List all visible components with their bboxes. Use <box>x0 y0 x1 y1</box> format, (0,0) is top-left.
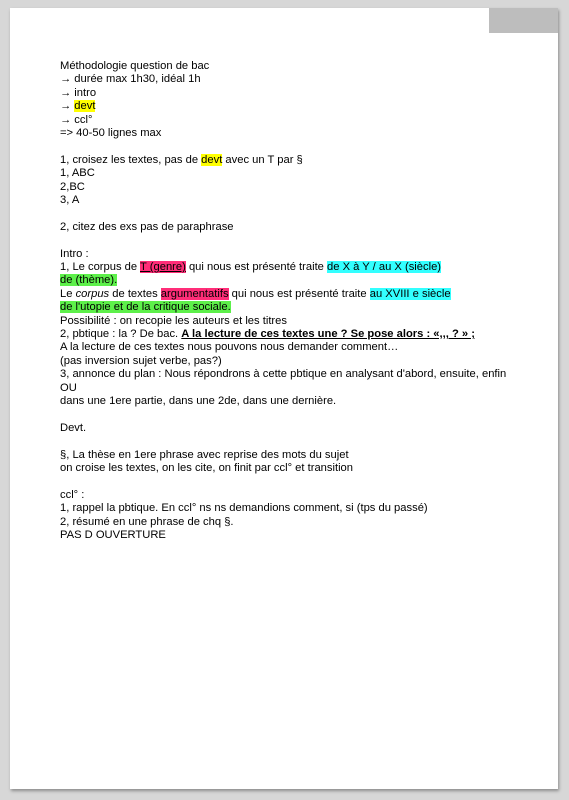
example-line-1 <box>60 288 530 301</box>
example-text-b: de textes <box>109 287 161 300</box>
rule-1-devt-highlight: devt <box>201 153 223 166</box>
rule-1-text-b: avec un T par § <box>222 153 303 166</box>
ccl-line-2: 2, résumé en une phrase de chq §. <box>60 515 234 528</box>
example-line-2 <box>60 301 530 314</box>
lines-max: => 40-50 lignes max <box>60 127 162 140</box>
intro-title: Intro : <box>60 247 89 260</box>
page-corner-tab <box>489 8 558 33</box>
argumentative-highlight: argumentatifs <box>160 287 229 300</box>
spacer <box>60 234 530 247</box>
example-century-highlight: au XVIII e siècle <box>369 287 451 300</box>
problem-alt-line: A la lecture de ces textes nous pouvons nous demander comment… <box>60 341 399 354</box>
problem-bold-underline: A la lecture de ces textes une ? Se pose alors : «,,, ? » ; <box>181 328 475 341</box>
plan-or: OU <box>60 381 77 394</box>
problem-text-a: 2, pbtique : la ? De bac. <box>60 328 182 341</box>
devt-highlight: devt <box>74 100 96 113</box>
spacer <box>60 409 530 422</box>
spacer <box>60 140 530 153</box>
spacer <box>60 207 530 220</box>
corpus-italic: corpus <box>75 287 110 300</box>
devt-step <box>60 100 530 113</box>
intro-line-1 <box>60 261 530 274</box>
problem-note-line: (pas inversion sujet verbe, pas?) <box>60 354 222 367</box>
rule-1-text-a: 1, croisez les textes, pas de <box>60 153 202 166</box>
example-text-a: Le <box>60 287 76 300</box>
devt-title: Devt. <box>60 421 87 434</box>
document-page <box>10 8 558 789</box>
example-text-c: qui nous est présenté traite <box>228 287 370 300</box>
thesis-line-2: on croise les textes, on les cite, on finit par ccl° et transition <box>60 462 353 475</box>
rule-1-a: 3, A <box>60 194 80 207</box>
ccl-line-3: PAS D OUVERTURE <box>60 529 166 542</box>
rule-1-abc: 1, ABC <box>60 167 95 180</box>
ccl-title: ccl° : <box>60 488 85 501</box>
thesis-line-1: §, La thèse en 1ere phrase avec reprise des mots du sujet <box>60 448 349 461</box>
century-highlight: de X à Y / au X (siècle) <box>327 261 442 274</box>
problem-line <box>60 328 530 341</box>
rule-2: 2, citez des exs pas de paraphrase <box>60 220 234 233</box>
ccl-line-1: 1, rappel la pbtique. En ccl° ns ns demandions comment, si (tps du passé) <box>60 502 428 515</box>
intro-1-text-a: 1, Le corpus de <box>60 261 141 274</box>
duration-line: → durée max 1h30, idéal 1h <box>60 73 201 86</box>
devt-arrow: → <box>60 100 75 113</box>
intro-step: → intro <box>60 86 97 99</box>
spacer <box>60 435 530 448</box>
intro-1-text-b: qui nous est présenté traite <box>185 261 328 274</box>
theme-highlight: de (thème). <box>60 274 118 287</box>
example-theme-highlight: de l'utopie et de la critique sociale. <box>60 301 231 314</box>
doc-title: Méthodologie question de bac <box>60 60 210 72</box>
ccl-step: → ccl° <box>60 113 93 126</box>
document-body <box>60 60 530 543</box>
spacer <box>60 476 530 489</box>
possibility-line: Possibilité : on recopie les auteurs et les titres <box>60 314 287 327</box>
rule-1-bc: 2,BC <box>60 180 85 193</box>
plan-line: 3, annonce du plan : Nous répondrons à cette pbtique en analysant d'abord, ensuite, enfin <box>60 368 507 381</box>
intro-line-2 <box>60 274 530 287</box>
genre-highlight: T (genre) <box>140 261 186 274</box>
plan-line-2: dans une 1ere partie, dans une 2de, dans une dernière. <box>60 395 337 408</box>
rule-1 <box>60 154 530 167</box>
